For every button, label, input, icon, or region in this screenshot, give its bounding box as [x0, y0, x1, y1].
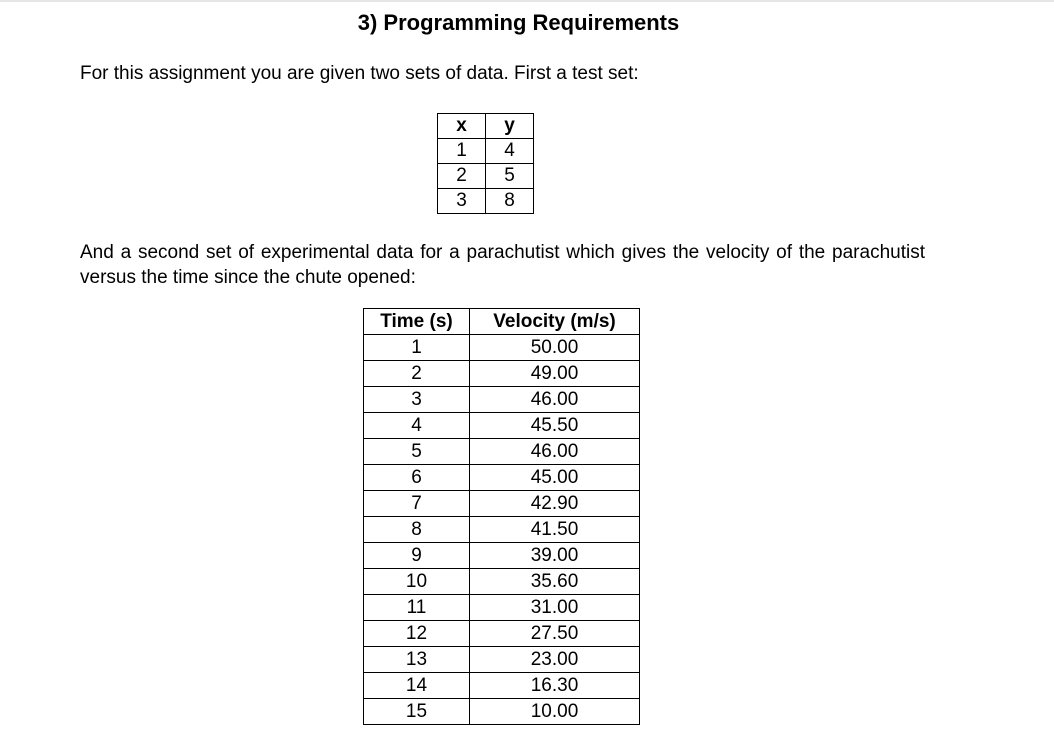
cell-velocity: 49.00: [470, 361, 640, 387]
column-header-x: x: [438, 114, 486, 139]
table-row: [364, 621, 640, 647]
table-row: [364, 413, 640, 439]
table-header-row: [364, 309, 640, 335]
cell-y: 8: [486, 189, 534, 214]
cell-velocity: 16.30: [470, 673, 640, 699]
cell-time: 15: [364, 699, 470, 725]
cell-x: 2: [438, 164, 486, 189]
column-header-velocity: Velocity (m/s): [470, 309, 640, 335]
cell-time: 4: [364, 413, 470, 439]
cell-y: 5: [486, 164, 534, 189]
cell-time: 11: [364, 595, 470, 621]
table-row: [364, 361, 640, 387]
cell-velocity: 42.90: [470, 491, 640, 517]
table-row: [364, 569, 640, 595]
section-heading: 3) Programming Requirements: [357, 10, 680, 35]
cell-x: 1: [438, 139, 486, 164]
cell-time: 8: [364, 517, 470, 543]
cell-velocity: 10.00: [470, 699, 640, 725]
cell-velocity: 45.00: [470, 465, 640, 491]
table-row: [364, 673, 640, 699]
table-row: [364, 647, 640, 673]
cell-velocity: 41.50: [470, 517, 640, 543]
cell-velocity: 35.60: [470, 569, 640, 595]
cell-velocity: 23.00: [470, 647, 640, 673]
table-row: [364, 699, 640, 725]
table-row: [438, 164, 534, 189]
cell-time: 1: [364, 335, 470, 361]
table-row: [364, 517, 640, 543]
cell-velocity: 39.00: [470, 543, 640, 569]
table-row: [438, 139, 534, 164]
parachutist-data-table: [363, 308, 640, 725]
column-header-time: Time (s): [364, 309, 470, 335]
table-row: [364, 439, 640, 465]
cell-velocity: 50.00: [470, 335, 640, 361]
cell-time: 13: [364, 647, 470, 673]
table-row: [364, 387, 640, 413]
cell-time: 2: [364, 361, 470, 387]
table-header-row: [438, 114, 534, 139]
table-row: [364, 491, 640, 517]
cell-time: 3: [364, 387, 470, 413]
intro-paragraph: For this assignment you are given two sets of data. First a test set:: [80, 63, 639, 84]
cell-velocity: 27.50: [470, 621, 640, 647]
cell-x: 3: [438, 189, 486, 214]
table-row: [364, 465, 640, 491]
cell-time: 9: [364, 543, 470, 569]
cell-time: 5: [364, 439, 470, 465]
cell-velocity: 46.00: [470, 387, 640, 413]
cell-time: 7: [364, 491, 470, 517]
cell-time: 10: [364, 569, 470, 595]
cell-time: 12: [364, 621, 470, 647]
parachutist-paragraph: And a second set of experimental data for a parachutist which gives the velocity of the parachutist versus the time since the chute opened:: [80, 242, 925, 288]
cell-y: 4: [486, 139, 534, 164]
cell-velocity: 45.50: [470, 413, 640, 439]
cell-time: 14: [364, 673, 470, 699]
table-row: [364, 335, 640, 361]
table-row: [438, 189, 534, 214]
cell-time: 6: [364, 465, 470, 491]
cell-velocity: 46.00: [470, 439, 640, 465]
cell-velocity: 31.00: [470, 595, 640, 621]
table-row: [364, 595, 640, 621]
page-top-divider: [0, 0, 1054, 2]
test-data-table: [437, 113, 534, 214]
table-row: [364, 543, 640, 569]
column-header-y: y: [486, 114, 534, 139]
